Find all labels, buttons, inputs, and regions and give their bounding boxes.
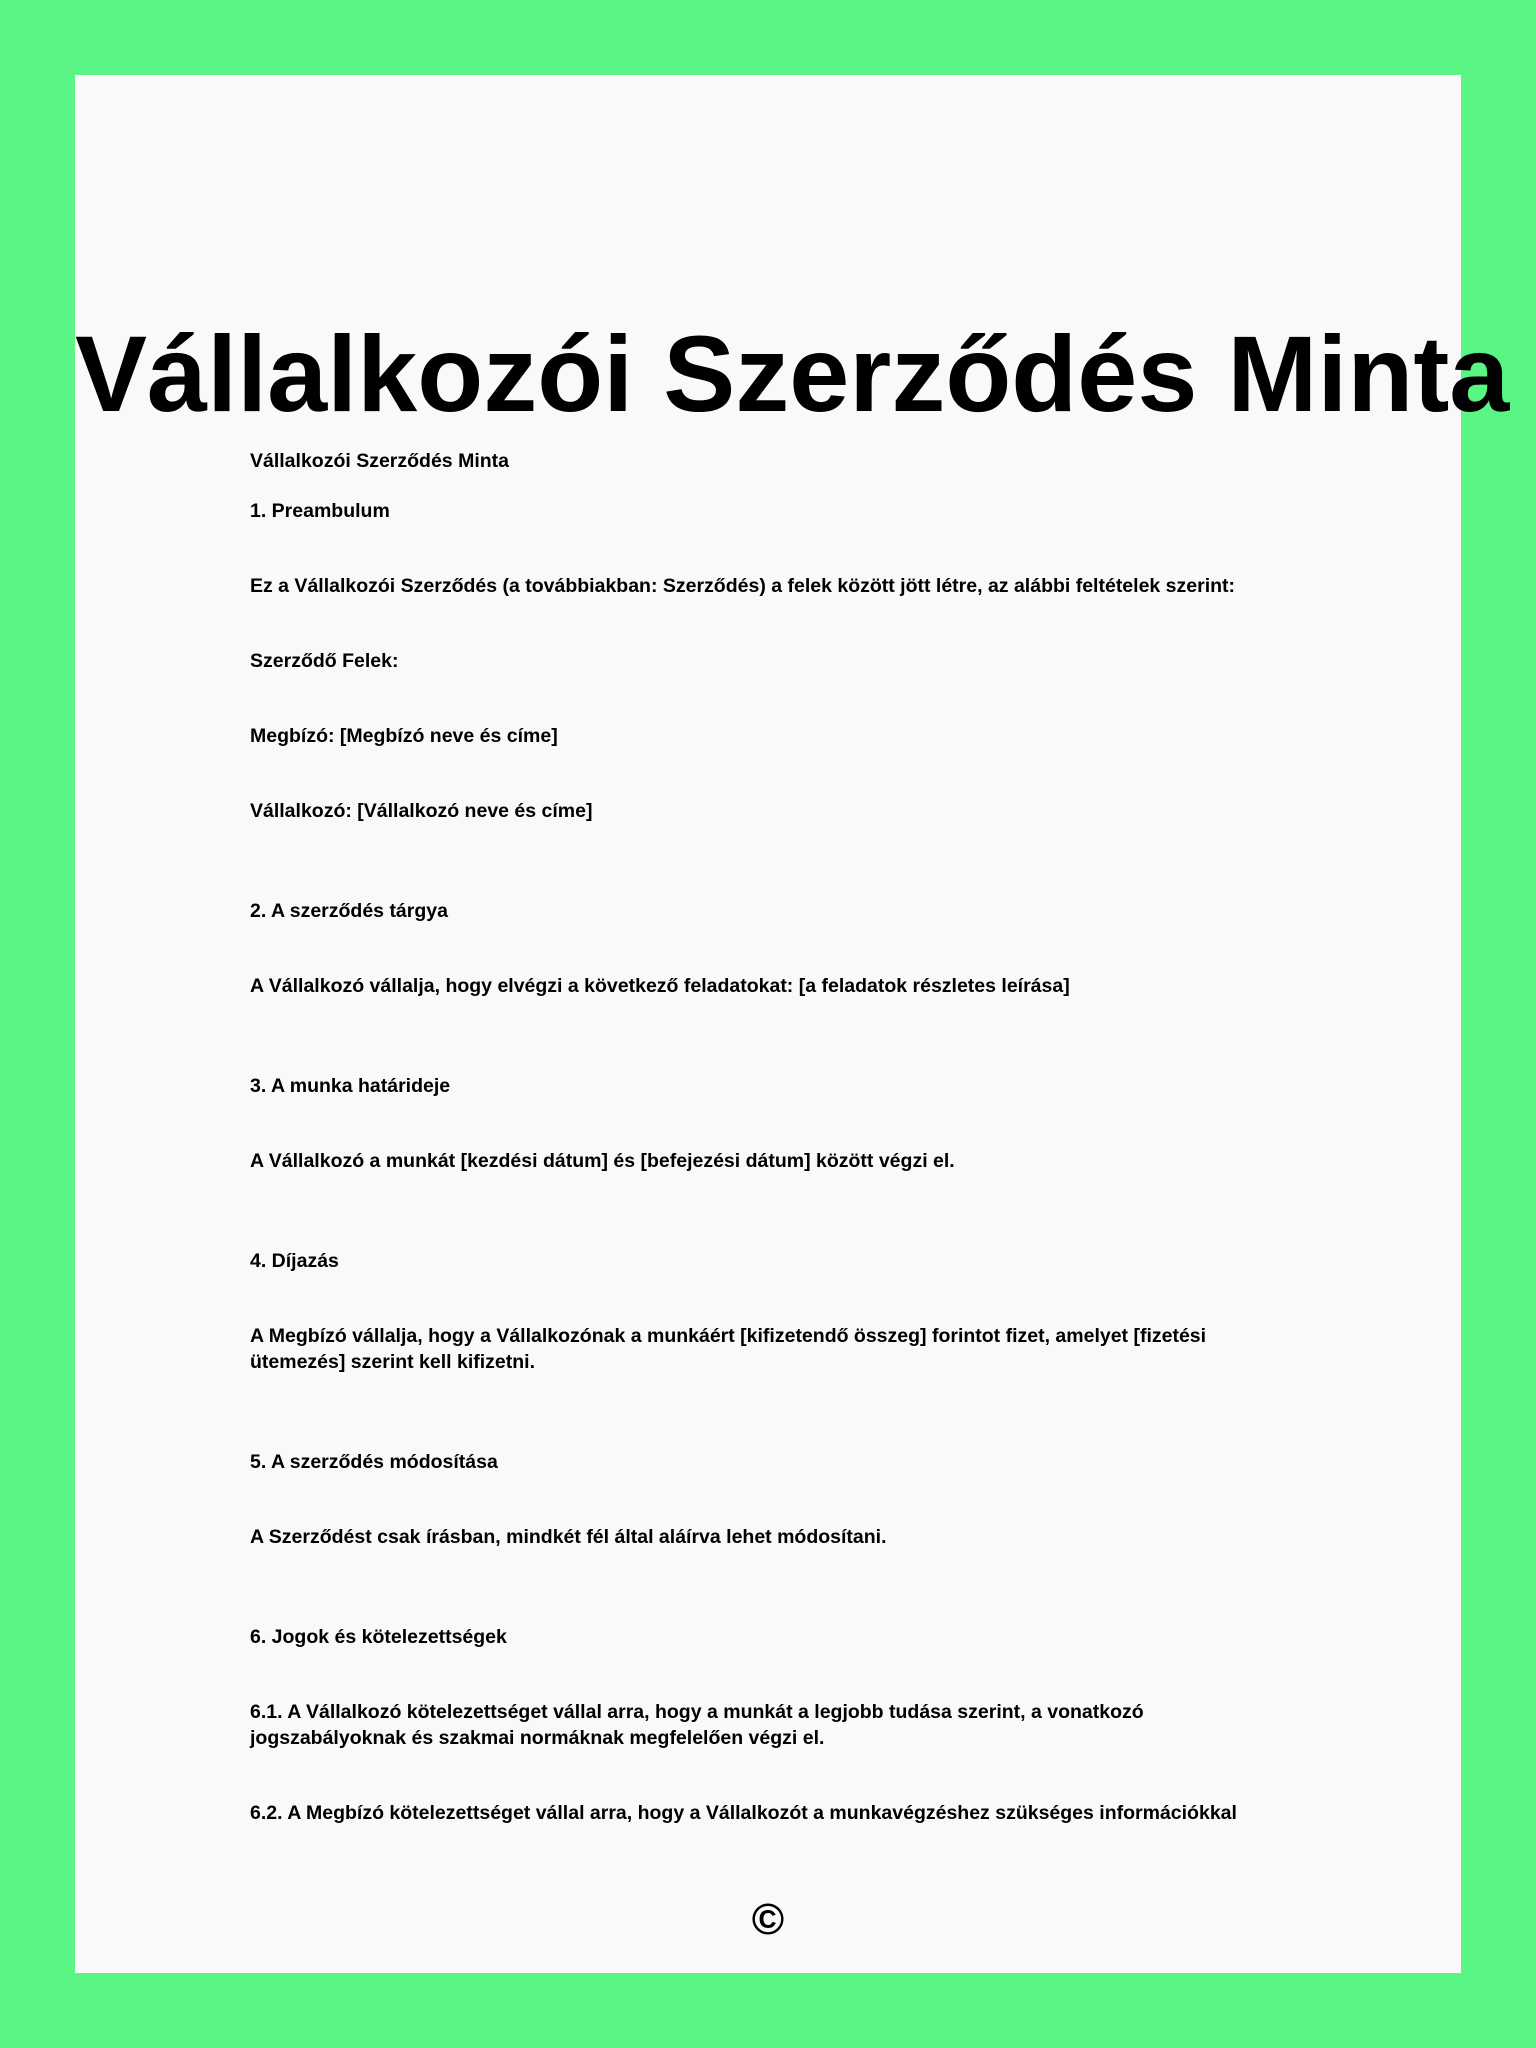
- fee-paragraph: A Megbízó vállalja, hogy a Vállalkozónak a munkáért [kifizetendő összeg] forintot fizet, amelyet [fizetési ütemezés] szerint kell kifizetni.: [250, 1325, 1207, 1373]
- rights-paragraph-6-1: 6.1. A Vállalkozó kötelezettséget vállal arra, hogy a munkát a legjobb tudása szerint, a vonatkozó jogszabályoknak és szakmai normáknak megfelelően végzi el.: [250, 1701, 1144, 1749]
- page-title: Vállalkozói Szerződés Minta: [75, 313, 1510, 434]
- section-heading-fee: 4. Díjazás: [250, 1250, 339, 1272]
- document-subtitle: Vállalkozói Szerződés Minta: [250, 450, 509, 472]
- subject-paragraph: A Vállalkozó vállalja, hogy elvégzi a következő feladatokat: [a feladatok részletes leírása]: [250, 975, 1070, 997]
- document-page: [75, 75, 1510, 1973]
- modification-paragraph: A Szerződést csak írásban, mindkét fél által aláírva lehet módosítani.: [250, 1526, 887, 1548]
- copyright-icon: ©: [751, 1895, 785, 1944]
- section-heading-deadline: 3. A munka határideje: [250, 1075, 451, 1097]
- section-heading-rights: 6. Jogok és kötelezettségek: [250, 1626, 507, 1648]
- deadline-paragraph: A Vállalkozó a munkát [kezdési dátum] és [befejezési dátum] között végzi el.: [250, 1150, 955, 1172]
- preambulum-paragraph: Ez a Vállalkozói Szerződés (a továbbiakban: Szerződés) a felek között jött létre, az alábbi feltételek szerint:: [250, 575, 1236, 597]
- rights-paragraph-6-2: 6.2. A Megbízó kötelezettséget vállal arra, hogy a Vállalkozót a munkavégzéshez szükséges információkkal: [250, 1802, 1237, 1824]
- document-body: [250, 448, 1350, 1826]
- contractor-line: Vállalkozó: [Vállalkozó neve és címe]: [250, 800, 593, 822]
- section-heading-modification: 5. A szerződés módosítása: [250, 1451, 498, 1473]
- section-heading-preambulum: 1. Preambulum: [250, 500, 390, 522]
- client-line: Megbízó: [Megbízó neve és címe]: [250, 725, 558, 747]
- parties-label: Szerződő Felek:: [250, 650, 399, 672]
- section-heading-subject: 2. A szerződés tárgya: [250, 900, 448, 922]
